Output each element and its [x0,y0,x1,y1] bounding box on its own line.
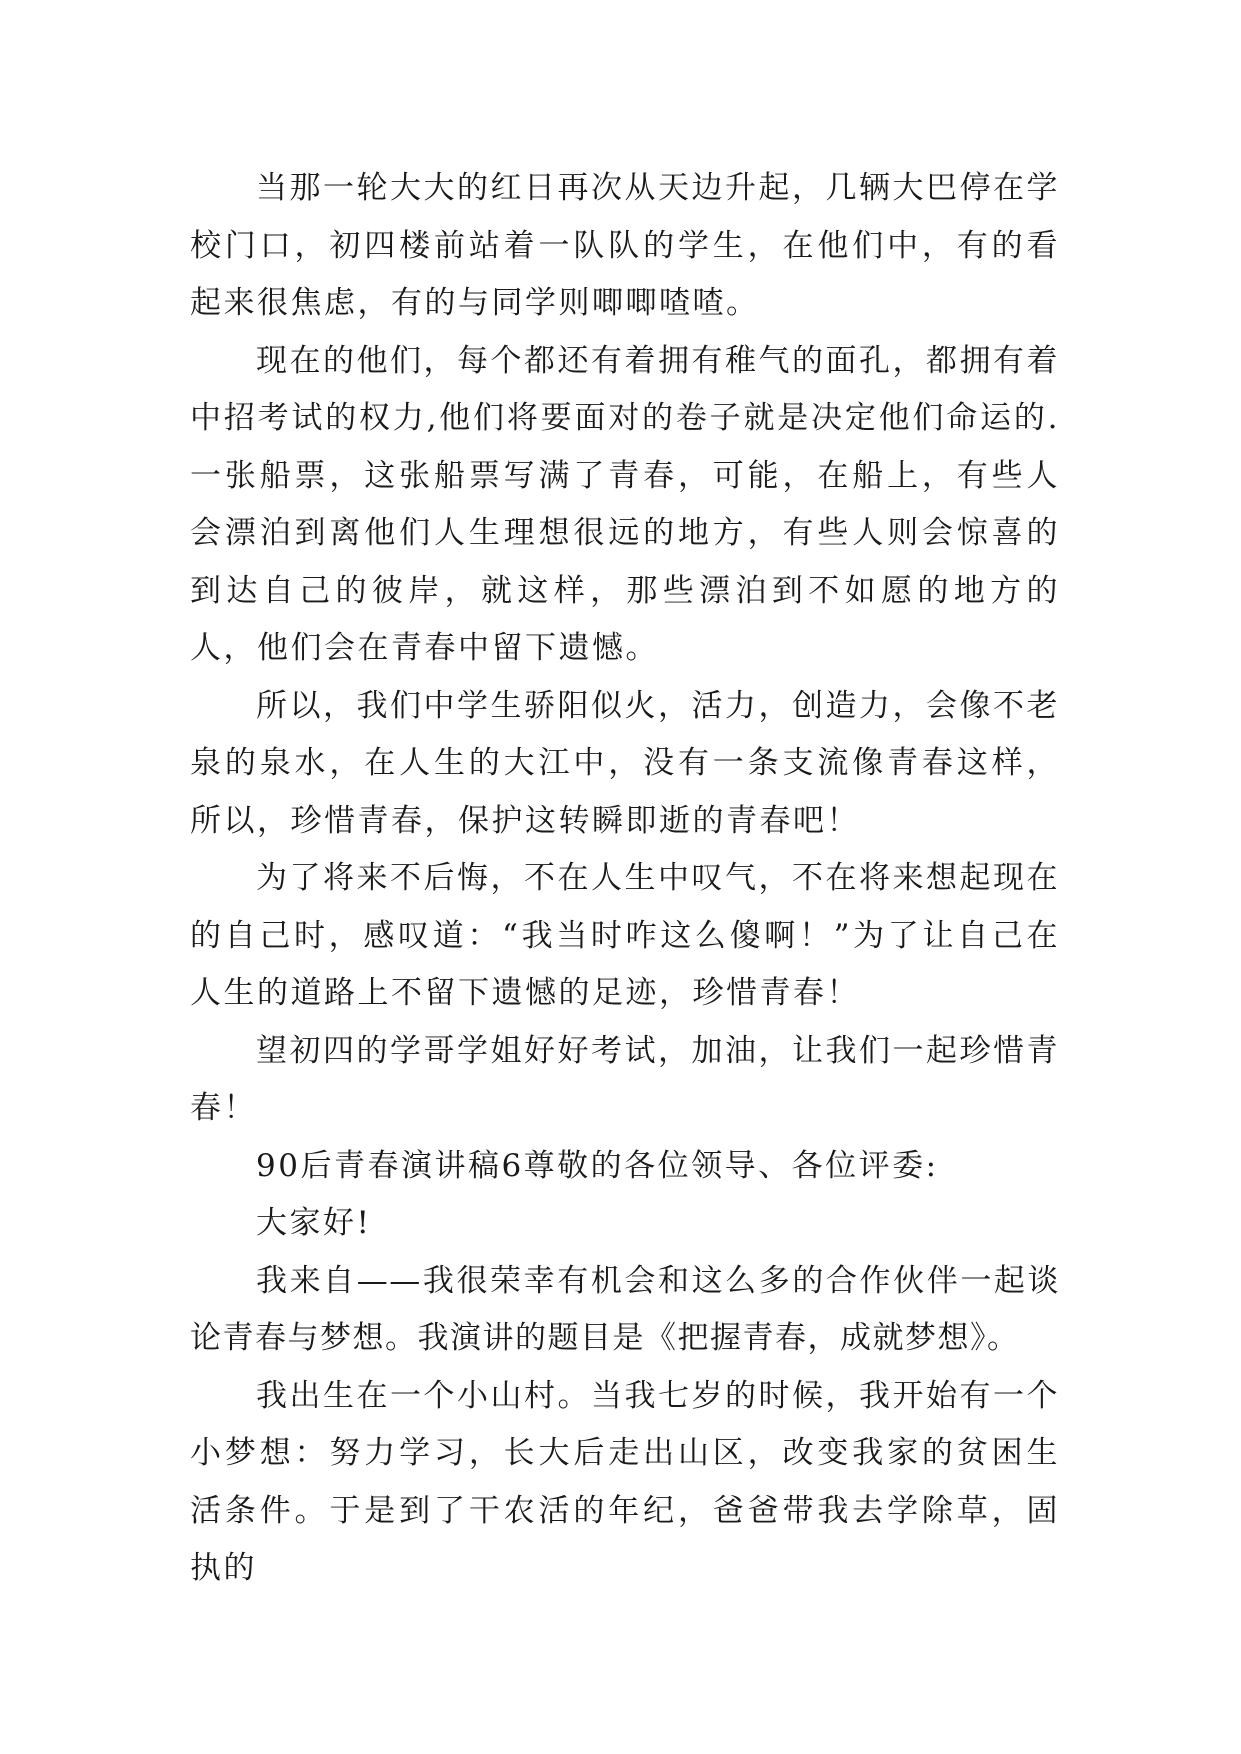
paragraph-7: 我出生在一个小山村。当我七岁的时候，我开始有一个小梦想：努力学习，长大后走出山区，改变我家的贫困生活条件。于是到了干农活的年纪，爸爸带我去学除草，固执的 [190,1377,1060,1586]
greeting: 大家好! [256,1205,372,1241]
paragraph-5: 望初四的学哥学姐好好考试，加油，让我们一起珍惜青春！ [190,1032,1060,1126]
paragraph-2: 现在的他们，每个都还有着拥有稚气的面孔，都拥有着中招考试的权力,他们将要面对的卷子就是决定他们命运的.一张船票，这张船票写满了青春，可能，在船上，有些人会漂泊到离他们人生理想很远的地方，有些人则会惊喜的到达自己的彼岸，就这样，那些漂泊到不如愿的地方的人，他们会在青春中留下遗憾。 [190,342,1060,666]
paragraph-3: 所以，我们中学生骄阳似火，活力，创造力，会像不老泉的泉水，在人生的大江中，没有一条支流像青春这样，所以，珍惜青春，保护这转瞬即逝的青春吧！ [190,687,1060,839]
document-body [190,160,1060,1598]
paragraph-1: 当那一轮大大的红日再次从天边升起，几辆大巴停在学校门口，初四楼前站着一队队的学生，在他们中，有的看起来很焦虑，有的与同学则唧唧喳喳。 [190,170,1060,321]
paragraph-6: 我来自——我很荣幸有机会和这么多的合作伙伴一起谈论青春与梦想。我演讲的题目是《把握青春，成就梦想》。 [190,1262,1060,1356]
paragraph-4: 为了将来不后悔，不在人生中叹气，不在将来想起现在的自己时，感叹道：“我当时咋这么傻啊！”为了让自己在人生的道路上不留下遗憾的足迹，珍惜青春！ [190,860,1060,1011]
speech-heading: 90后青春演讲稿6尊敬的各位领导、各位评委: [256,1147,939,1184]
